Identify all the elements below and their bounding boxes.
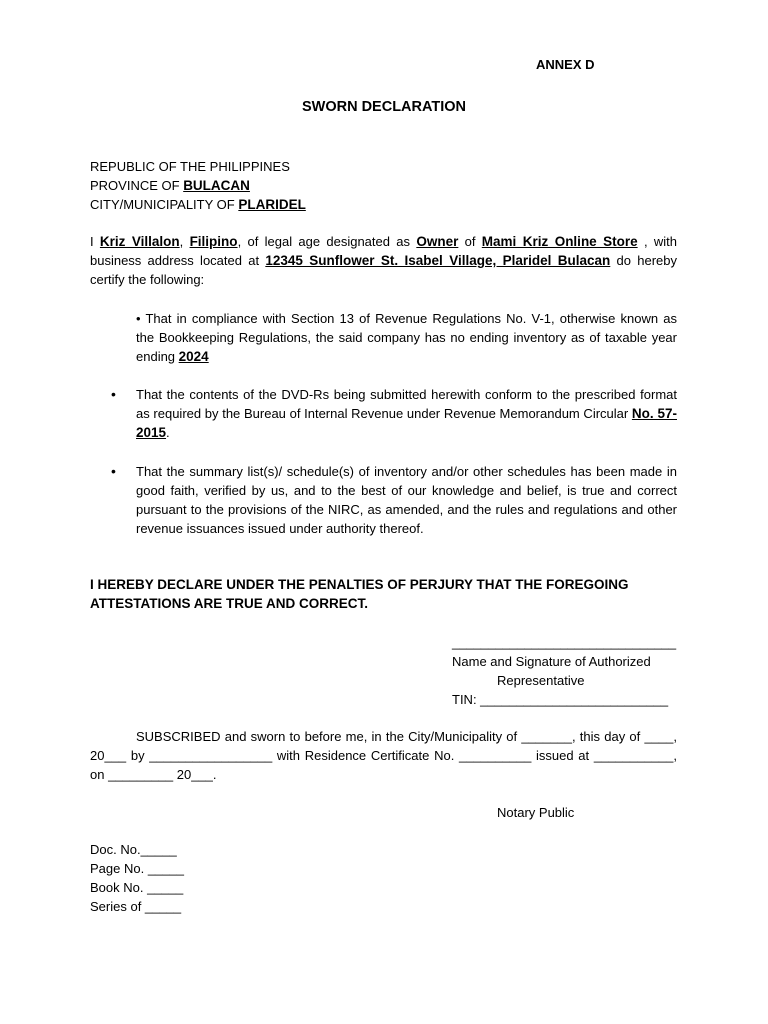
citizenship: Filipino [189,234,238,249]
jurat-paragraph [90,727,677,784]
jurat-text: SUBSCRIBED and sworn to before me, in the City/Municipality of _______, this day of ____, 20___ by _________________ with Residence Certificate No. __________ issued at ___________, on _________ 20___. [90,729,677,782]
intro-paragraph [90,232,677,289]
intro-text-3: do hereby certify the following: [90,253,678,287]
intro-text-1: , of legal age designated as [237,234,417,249]
city-line [90,195,690,214]
signature-label: Name and Signature of Authorized [452,654,651,669]
province-label: PROVINCE OF [90,178,184,193]
taxable-year: 2024 [178,349,209,364]
doc-no: Doc. No._____ [90,842,177,857]
province-line [90,176,690,195]
venue-block [90,157,690,214]
intro-i: I [90,234,100,249]
series-of: Series of _____ [90,899,182,914]
notarial-register [90,840,184,916]
page-no: Page No. _____ [90,861,184,876]
city-value: PLARIDEL [238,197,306,212]
annex-label: ANNEX D [536,57,595,72]
declarant-name: Kriz Villalon [99,234,180,249]
document-title: SWORN DECLARATION [301,99,467,115]
position: Owner [416,234,459,249]
intro-comma: , [179,234,190,249]
statement-inventory [136,309,677,366]
notary-public-label: Notary Public [497,805,575,820]
city-label: CITY/MUNICIPALITY OF [90,197,239,212]
republic-line: REPUBLIC OF THE PHILIPPINES [90,159,290,174]
book-no: Book No. _____ [90,880,184,895]
tin-field: TIN: __________________________ [452,692,669,707]
business-address: 12345 Sunflower St. Isabel Village, Plaridel Bulacan [265,253,611,268]
province-value: BULACAN [183,178,250,193]
circular-number: No. 57-2015 [136,406,677,440]
signature-line: _______________________________ [452,635,677,650]
statement-dvd-body: That the contents of the DVD-Rs being submitted herewith conform to the prescribed format as required by the Bureau of Internal Revenue under Revenue Memorandum Circular [136,387,677,421]
perjury-declaration: I HEREBY DECLARE UNDER THE PENALTIES OF PERJURY THAT THE FOREGOING ATTESTATIONS ARE TRUE AND CORRECT. [90,577,629,611]
statement-dvd-text [136,385,677,442]
bullet-icon: • [111,463,116,479]
statement-dvd-period: . [166,425,170,440]
signature-block [452,633,677,709]
statement-summary-text: That the summary list(s)/ schedule(s) of inventory and/or other schedules has been made in good faith, verified by us, and to the best of our knowledge and belief, is true and correct pursuant to the provisions of the NIRC, as amended, and the rules and regulations and other revenue issuances issued under authority thereof. [136,464,677,536]
bullet-icon: • [111,386,116,402]
business-name: Mami Kriz Online Store [481,234,638,249]
signature-label-2: Representative [497,673,585,688]
statement-inventory-text: • That in compliance with Section 13 of Revenue Regulations No. V-1, otherwise known as the Bookkeeping Regulations, the said company has no ending inventory as of taxable year ending [136,311,677,364]
intro-of: of [458,234,482,249]
intro-text-2: , with business address located at [90,234,677,268]
